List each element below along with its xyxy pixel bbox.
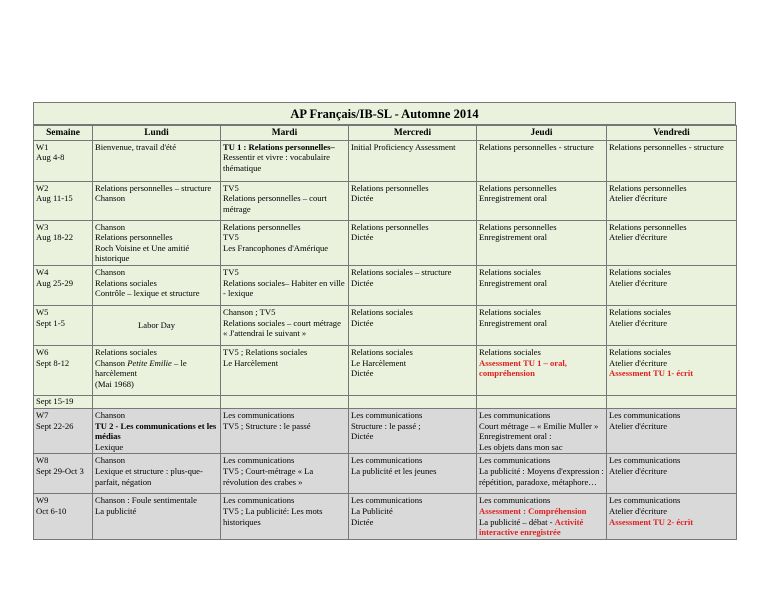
week-row-w8 (34, 454, 737, 494)
lesson-text: La publicité (95, 505, 137, 516)
lesson-text: Le Harcèlement (223, 357, 279, 368)
mercredi-cell (349, 265, 477, 305)
empty-cell (93, 395, 221, 408)
song-title: Petite Emilie (127, 357, 172, 368)
schedule-table (33, 125, 737, 540)
week-cell (34, 181, 93, 220)
lesson-text: TV5 (223, 182, 239, 193)
holiday-label: Labor Day (138, 320, 175, 331)
lesson-text: Relations sociales (609, 266, 671, 277)
week-number: W9 (36, 495, 49, 506)
unit-title: TU 1 : Relations personnelles– (223, 141, 335, 152)
lesson-text: Relations sociales (95, 346, 157, 357)
week-dates: Aug 4-8 (36, 152, 65, 163)
week-cell (34, 494, 93, 539)
jeudi-cell (477, 408, 607, 453)
header-vendredi: Vendredi (607, 126, 737, 141)
lesson-text: Les communications (223, 495, 295, 506)
lesson-text: Relations sociales (479, 266, 541, 277)
lundi-cell (93, 220, 221, 265)
lundi-cell (93, 140, 221, 181)
lesson-text: Le Harcèlement (351, 357, 407, 368)
week-number: W8 (36, 455, 49, 466)
header-jeudi: Jeudi (477, 126, 607, 141)
header-semaine: Semaine (34, 126, 93, 141)
lesson-text: Contrôle – lexique et structure (95, 288, 200, 299)
header-row (34, 126, 737, 141)
mardi-cell (221, 220, 349, 265)
lesson-text: Initial Proficiency Assessment (351, 141, 456, 152)
lundi-cell (93, 345, 221, 395)
lesson-text: Les communications (609, 455, 681, 466)
week-row-w3 (34, 220, 737, 265)
lesson-text: Bienvenue, travail d'été (95, 141, 177, 152)
lesson-text: Les Francophones d'Amérique (223, 242, 329, 253)
lesson-text: Les communications (351, 495, 423, 506)
week-number: W2 (36, 182, 49, 193)
week-cell (34, 408, 93, 453)
lundi-cell (93, 181, 221, 220)
lesson-text: Dictée (351, 516, 374, 527)
lesson-text: Atelier d'écriture (609, 465, 668, 476)
week-row-w1 (34, 140, 737, 181)
lesson-text: Dictée (351, 368, 374, 379)
lesson-text: Dictée (351, 193, 374, 204)
lesson-text: Chanson (95, 357, 128, 368)
vendredi-cell (607, 408, 737, 453)
lesson-text: Relations personnelles - structure (479, 141, 594, 152)
lesson-text: Atelier d'écriture (609, 420, 668, 431)
lesson-text: Les communications (479, 495, 551, 506)
lesson-text: Atelier d'écriture (609, 193, 668, 204)
jeudi-cell (477, 345, 607, 395)
empty-cell (221, 395, 349, 408)
lesson-text: TV5 ; Structure : le passé (223, 420, 311, 431)
mercredi-cell (349, 345, 477, 395)
mercredi-cell (349, 220, 477, 265)
vendredi-cell (607, 140, 737, 181)
week-dates: Sept 8-12 (36, 357, 70, 368)
lesson-text: La publicité – débat - (479, 516, 555, 527)
lesson-text: Relations personnelles (479, 182, 557, 193)
lesson-text: Chanson (95, 409, 126, 420)
lesson-text: Relations personnelles (223, 221, 301, 232)
lesson-text: Chanson (95, 193, 126, 204)
lesson-text: Les communications (479, 455, 551, 466)
mardi-cell (221, 181, 349, 220)
week-dates: Sept 1-5 (36, 317, 65, 328)
lesson-text: Chanson ; TV5 (223, 306, 276, 317)
week-dates: Sept 29-Oct 3 (36, 465, 84, 476)
lesson-text: Relations sociales – structure (351, 266, 452, 277)
week-cell (34, 395, 93, 408)
week-row-break (34, 395, 737, 408)
lesson-text: Structure : le passé ; (351, 420, 421, 431)
lesson-text: Relations personnelles – structure (95, 182, 212, 193)
jeudi-cell (477, 181, 607, 220)
week-number: W1 (36, 141, 49, 152)
week-cell (34, 454, 93, 494)
week-number: W5 (36, 306, 49, 317)
vendredi-cell (607, 345, 737, 395)
mardi-cell (221, 305, 349, 345)
week-row-w9 (34, 494, 737, 539)
lesson-text: Les communications (609, 409, 681, 420)
lesson-text: Chanson (95, 266, 126, 277)
lundi-cell (93, 408, 221, 453)
lesson-text: Relations sociales (479, 306, 541, 317)
lesson-text: TV5 ; Relations sociales (223, 346, 308, 357)
week-cell (34, 305, 93, 345)
empty-cell (477, 395, 607, 408)
lesson-text: (Mai 1968) (95, 378, 134, 389)
week-dates: Aug 25-29 (36, 277, 73, 288)
lesson-text: Relations personnelles (479, 221, 557, 232)
lesson-text: Relations personnelles (351, 221, 429, 232)
lesson-text: Ressentir et vivre : vocabulaire thématique (223, 152, 330, 173)
week-row-w7 (34, 408, 737, 453)
lesson-text: Dictée (351, 277, 374, 288)
week-cell (34, 140, 93, 181)
page-title: AP Français/IB-SL - Automne 2014 (33, 102, 736, 125)
mardi-cell (221, 345, 349, 395)
lesson-text: Atelier d'écriture (609, 232, 668, 243)
assessment-label: Assessment : Compréhension (479, 505, 587, 516)
lesson-text: Relations sociales (351, 306, 413, 317)
lesson-text: Enregistrement oral (479, 317, 548, 328)
lesson-text: Les communications (351, 409, 423, 420)
lesson-text: – le harcèlement (95, 357, 187, 379)
lesson-text: Les communications (223, 455, 295, 466)
jeudi-cell (477, 494, 607, 539)
week-row-w4 (34, 265, 737, 305)
lesson-text: Lexique et structure : plus-que-parfait, négation (95, 465, 203, 487)
lesson-text: La publicité : Moyens d'expression : répétition, paradoxe, métaphore… (479, 465, 604, 487)
header-mardi: Mardi (221, 126, 349, 141)
jeudi-cell (477, 265, 607, 305)
vendredi-cell (607, 265, 737, 305)
vendredi-cell (607, 305, 737, 345)
mardi-cell (221, 265, 349, 305)
week-dates: Sept 15-19 (36, 395, 74, 406)
assessment-label: Assessment TU 2- écrit (609, 516, 694, 527)
lesson-text: Relations sociales (609, 306, 671, 317)
lesson-text: Les communications (223, 409, 295, 420)
mardi-cell (221, 494, 349, 539)
mercredi-cell (349, 305, 477, 345)
empty-cell (607, 395, 737, 408)
lesson-text: Relations sociales (351, 346, 413, 357)
week-dates: Sept 22-26 (36, 420, 74, 431)
week-dates: Oct 6-10 (36, 505, 67, 516)
lundi-cell (93, 454, 221, 494)
lesson-text: Relations personnelles (609, 182, 687, 193)
jeudi-cell (477, 140, 607, 181)
lundi-cell (93, 265, 221, 305)
lesson-text: Relations personnelles (609, 221, 687, 232)
week-dates: Aug 11-15 (36, 193, 73, 204)
vendredi-cell (607, 220, 737, 265)
lesson-text: Enregistrement oral (479, 193, 548, 204)
lesson-text: Les communications (479, 409, 551, 420)
empty-cell (349, 395, 477, 408)
lesson-text: La publicité et les jeunes (351, 465, 437, 476)
lesson-text: Dictée (351, 317, 374, 328)
lesson-text: Atelier d'écriture (609, 317, 668, 328)
lesson-text: Atelier d'écriture (609, 357, 668, 368)
unit-title: TU 2 - Les communications et les médias (95, 420, 217, 442)
lesson-text: Dictée (351, 431, 374, 442)
lesson-text: Relations sociales (95, 277, 157, 288)
mardi-cell (221, 140, 349, 181)
mercredi-cell (349, 140, 477, 181)
mardi-cell (221, 454, 349, 494)
week-cell (34, 220, 93, 265)
lesson-text: Chanson : Foule sentimentale (95, 495, 197, 506)
lesson-text: Lexique (95, 441, 124, 452)
week-cell (34, 345, 93, 395)
lesson-text: Enregistrement oral (479, 232, 548, 243)
lesson-text: Relations personnelles (351, 182, 429, 193)
lundi-cell (93, 494, 221, 539)
week-row-w6 (34, 345, 737, 395)
lesson-text: Relations sociales – court métrage « J'attendrai le suivant » (223, 317, 341, 339)
week-cell (34, 265, 93, 305)
jeudi-cell (477, 454, 607, 494)
mercredi-cell (349, 181, 477, 220)
lesson-text: Roch Voisine et Une amitié historique (95, 242, 190, 264)
week-number: W4 (36, 266, 49, 277)
lesson-text: Court métrage – « Emilie Muller » (479, 420, 599, 431)
lesson-text: Les objets dans mon sac (479, 441, 563, 452)
lesson-text: TV5 ; La publicité: Les mots historiques (223, 505, 323, 527)
lesson-text: Relations personnelles - structure (609, 141, 724, 152)
week-row-w2 (34, 181, 737, 220)
schedule (33, 102, 736, 540)
lundi-cell (93, 305, 221, 345)
lesson-text: Dictée (351, 232, 374, 243)
vendredi-cell (607, 454, 737, 494)
mercredi-cell (349, 494, 477, 539)
lesson-text: TV5 (223, 232, 239, 243)
mercredi-cell (349, 408, 477, 453)
mardi-cell (221, 408, 349, 453)
mercredi-cell (349, 454, 477, 494)
lesson-text: Relations sociales (609, 346, 671, 357)
lesson-text: La Publicité (351, 505, 393, 516)
lesson-text: Enregistrement oral (479, 277, 548, 288)
week-number: W7 (36, 409, 49, 420)
lesson-text: Relations personnelles (95, 232, 173, 243)
lesson-text: Atelier d'écriture (609, 505, 668, 516)
lesson-text: Chanson (95, 455, 126, 466)
lesson-text: TV5 ; Court-métrage « La révolution des crabes » (223, 465, 314, 487)
jeudi-cell (477, 305, 607, 345)
vendredi-cell (607, 181, 737, 220)
lesson-text: Relations sociales– Habiter en ville - lexique (223, 277, 345, 299)
lesson-text: Relations sociales (479, 346, 541, 357)
header-lundi: Lundi (93, 126, 221, 141)
lesson-text: TV5 (223, 266, 239, 277)
assessment-label: Activité interactive enregistrée (479, 516, 584, 538)
header-mercredi: Mercredi (349, 126, 477, 141)
assessment-label: Assessment TU 1- écrit (609, 368, 694, 379)
week-dates: Aug 18-22 (36, 232, 73, 243)
week-number: W6 (36, 346, 49, 357)
week-number: W3 (36, 221, 49, 232)
week-row-w5 (34, 305, 737, 345)
lesson-text: Atelier d'écriture (609, 277, 668, 288)
jeudi-cell (477, 220, 607, 265)
lesson-text: Relations personnelles – court métrage (223, 193, 327, 214)
vendredi-cell (607, 494, 737, 539)
lesson-text: Les communications (351, 455, 423, 466)
lesson-text: Les communications (609, 495, 681, 506)
lesson-text: Chanson (95, 221, 126, 232)
assessment-label: Assessment TU 1 – oral, compréhension (479, 357, 567, 379)
lesson-text: Enregistrement oral : (479, 431, 552, 442)
